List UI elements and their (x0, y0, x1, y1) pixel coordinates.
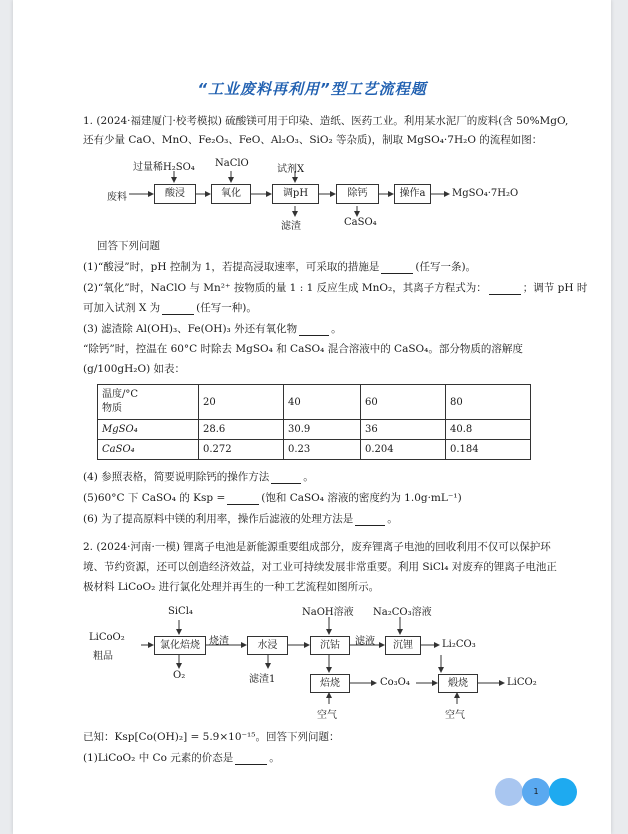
table-cell: 28.6 (199, 420, 284, 440)
table-cell: 40.8 (446, 420, 531, 440)
q1-stem-line-2: 还有少量 CaO、MnO、Fe₂O₃、FeO、Al₂O₃、SiO₂ 等杂质)，制取 MgSO₄·7H₂O 的流程如图： (83, 134, 543, 146)
q1-step-remove-calcium: 除钙 (336, 184, 379, 204)
q2-label-air-2: 空气 (445, 710, 465, 721)
page-title: “工业废料再利用”型工艺流程题 (197, 80, 427, 98)
q2-label-na2co3: Na₂CO₃溶液 (373, 607, 432, 618)
q1-part-4: (4) 参照表格，简要说明除钙的操作方法 。 (83, 471, 314, 483)
q1-label-reagent-x: 试剂X (277, 164, 305, 175)
q1-calcium-line-2: (g/100gH₂O) 如表： (83, 363, 186, 375)
q1-part-5: (5)60°C 下 CaSO₄ 的 Ksp = (饱和 CaSO₄ 溶液的密度约为 1.0g·mL⁻¹) (83, 492, 462, 504)
q2-step-chlorination-roast: 氯化焙烧 (154, 636, 206, 655)
q2-stem-line-1: 2. (2024·河南·一模) 锂离子电池是新能源重要组成部分，废弃锂离子电池的回收利用不仅可以保护环 (83, 541, 551, 553)
prev-page-dot[interactable] (495, 778, 523, 806)
q2-known: 已知：Ksp[Co(OH)₂] = 5.9×10⁻¹⁵。回答下列问题： (83, 731, 340, 743)
table-corner-cell: 温度/°C 物质 (98, 385, 199, 420)
table-cell: 30.9 (284, 420, 361, 440)
q2-label-sicl4: SiCl₄ (168, 606, 193, 617)
q1-step-acid-leach: 酸浸 (154, 184, 196, 204)
q2-part-1: (1)LiCoO₂ 中 Co 元素的价态是 。 (83, 752, 280, 764)
q2-flow-start-line-1: LiCoO₂ (89, 632, 125, 643)
table-cell: 0.23 (284, 440, 361, 460)
q2-label-naoh: NaOH溶液 (302, 607, 354, 618)
q2-stem-line-2: 境、节约资源，还可以创造经济效益，对工业可持续发展非常重要。利用 SiCl₄ 对废弃的锂离子电池正 (83, 561, 557, 573)
table-header-cell: 80 (446, 385, 531, 420)
q2-label-air-1: 空气 (317, 710, 337, 721)
q1-flow-product: MgSO₄·7H₂O (452, 188, 519, 199)
table-header-cell: 40 (284, 385, 361, 420)
q2-label-co3o4: Co₃O₄ (380, 677, 410, 688)
q2-stem-line-3: 极材料 LiCoO₂ 进行氯化处理并再生的一种工艺流程如图所示。 (83, 581, 380, 593)
q2-label-o2: O₂ (173, 670, 186, 681)
q1-part-2-line-1: (2)“氧化”时，NaClO 与 Mn²⁺ 按物质的量 1 : 1 反应生成 MnO₂，其离子方程式为： ；调节 pH 时 (83, 282, 588, 294)
q2-step-water-leach: 水浸 (247, 636, 288, 655)
q1-label-naclo: NaClO (215, 158, 249, 169)
q1-label-caso4: CaSO₄ (344, 217, 377, 228)
document-page (13, 0, 611, 834)
page-indicator[interactable] (495, 778, 577, 806)
q1-step-adjust-ph: 调pH (272, 184, 319, 204)
q1-label-acid: 过量稀H₂SO₄ (133, 162, 195, 173)
table-cell: 0.272 (199, 440, 284, 460)
q1-stem-line-1: 1. (2024·福建厦门·校考模拟) 硫酸镁可用于印染、造纸、医药工业。利用某水泥厂的废料(含 50%MgO, (83, 115, 569, 127)
table-cell: 0.184 (446, 440, 531, 460)
table-header-cell: 20 (199, 385, 284, 420)
answer-blank[interactable] (235, 753, 267, 765)
next-page-dot[interactable] (549, 778, 577, 806)
q2-step-calcination: 煅烧 (438, 674, 478, 693)
q2-flow-product: LiCO₂ (507, 677, 537, 688)
q2-label-residue-1: 滤渣1 (249, 674, 276, 685)
table-cell: 0.204 (361, 440, 446, 460)
q2-flow-start-line-2: 粗品 (93, 651, 113, 662)
q1-label-residue: 滤渣 (281, 221, 301, 232)
q2-flow-arrows (13, 0, 611, 834)
q1-part-2-line-2: 可加入试剂 X 为 (任写一种)。 (83, 302, 257, 314)
q2-label-calcine: 烧渣 (209, 636, 229, 647)
q2-step-lithium-precipitation: 沉锂 (385, 636, 421, 655)
table-header-cell: 60 (361, 385, 446, 420)
page-number: 1 (522, 778, 550, 806)
table-row-name: MgSO₄ (98, 420, 199, 440)
q2-step-cobalt-precipitation: 沉钴 (310, 636, 350, 655)
q2-step-roast: 焙烧 (310, 674, 350, 693)
q1-part-3: (3) 滤渣除 Al(OH)₃、Fe(OH)₃ 外还有氧化物 。 (83, 323, 342, 335)
q2-label-li2co3: Li₂CO₃ (442, 639, 476, 650)
table-row-name: CaSO₄ (98, 440, 199, 460)
q1-part-1: (1)“酸浸”时，pH 控制为 1，若提高浸取速率，可采取的措施是 (任写一条)。 (83, 261, 477, 273)
table-cell: 36 (361, 420, 446, 440)
q1-step-oxidize: 氧化 (211, 184, 251, 204)
q1-answer-intro: 回答下列问题 (97, 240, 160, 252)
q2-label-filtrate: 滤液 (355, 636, 375, 647)
q1-part-6: (6) 为了提高原料中镁的利用率，操作后滤液的处理方法是 。 (83, 513, 398, 525)
q1-flow-start: 废料 (107, 192, 127, 203)
q1-calcium-line-1: “除钙”时，控温在 60°C 时除去 MgSO₄ 和 CaSO₄ 混合溶液中的 CaSO₄。部分物质的溶解度 (83, 343, 523, 355)
q1-step-operation-a: 操作a (394, 184, 431, 204)
